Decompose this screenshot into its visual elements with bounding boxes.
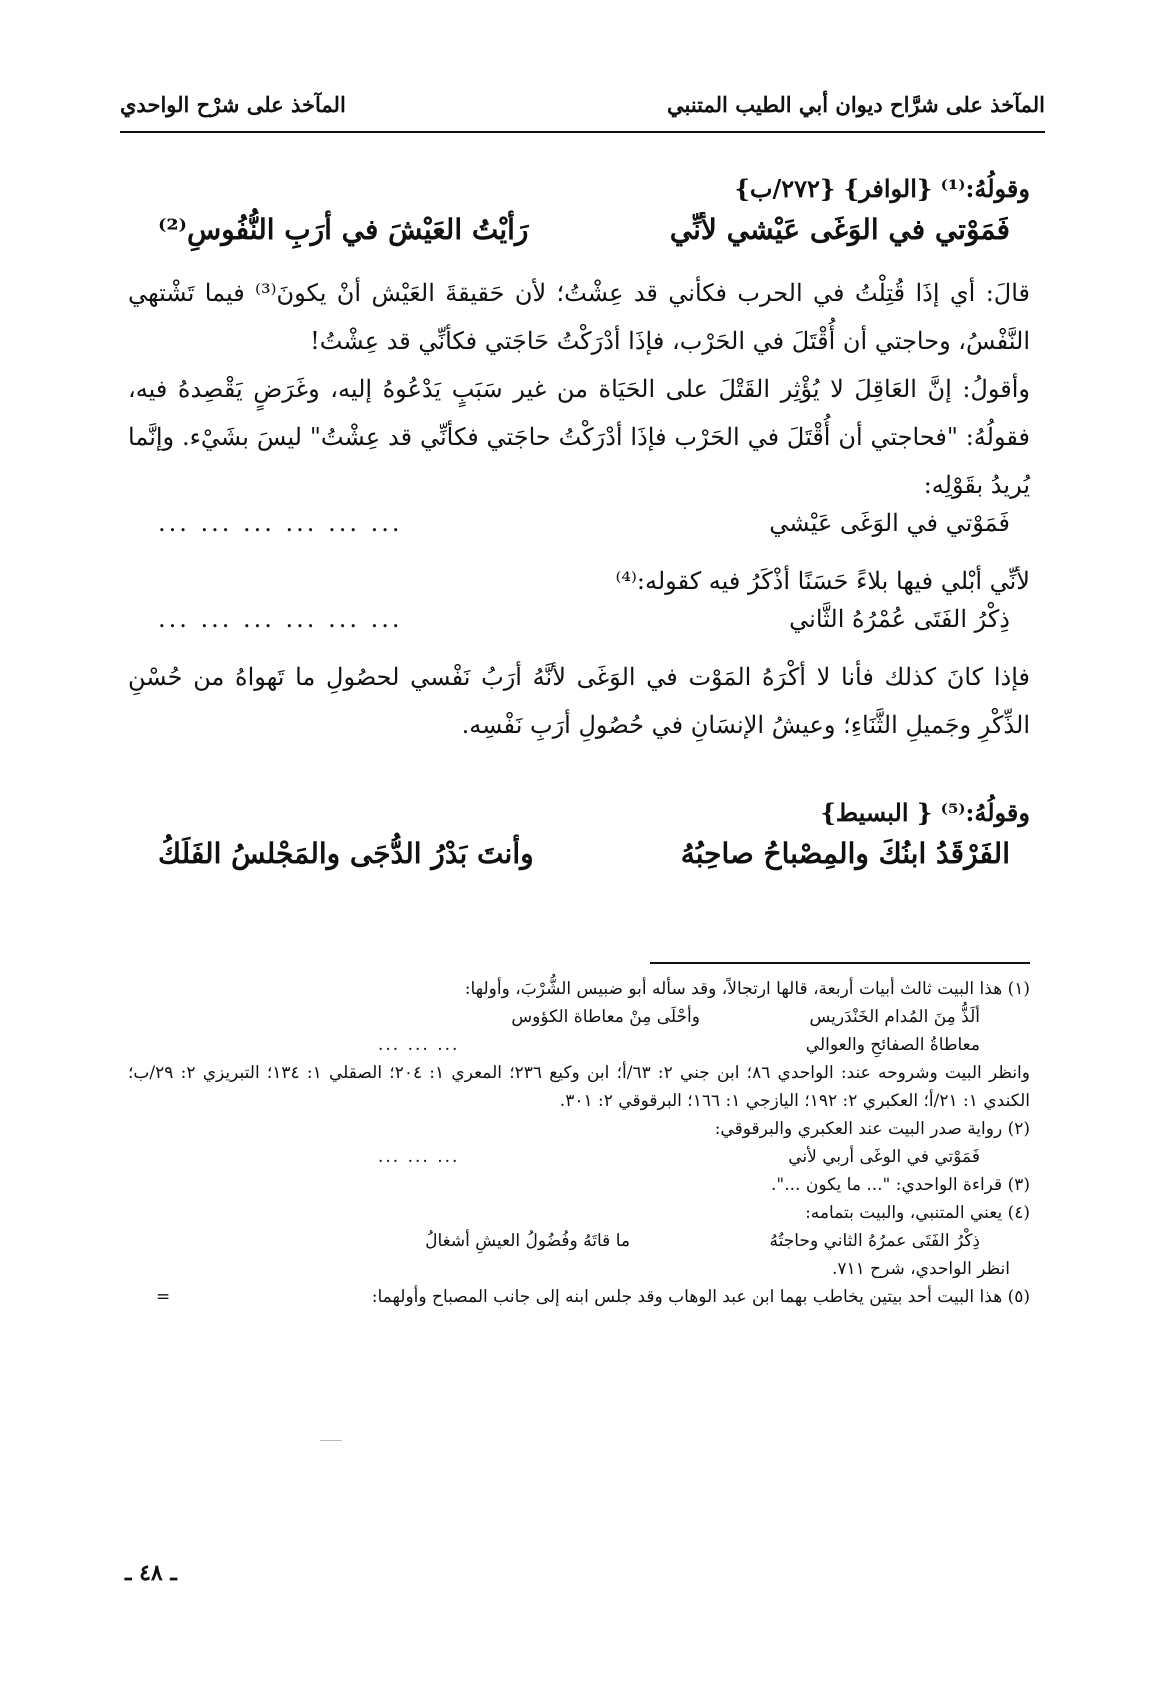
footnote-2: (٢) رواية صدر البيت عند العكبري والبرقوقي:	[714, 1119, 1030, 1139]
footnote-1-verse-1-second: وأحْلَى مِنْ معاطاة الكؤوس	[511, 1007, 700, 1027]
verse-intro-1: وقولُهُ:⁽¹⁾ {الوافر} {٢٧٢/ب}	[734, 174, 1030, 203]
continuation-mark: =	[156, 1287, 171, 1307]
footnote-4-verse-second: ما قاتَهُ وفُضُولُ العيشِ أشغالُ	[425, 1231, 630, 1251]
footnote-4-reference: انظر الواحدي، شرح ٧١١.	[831, 1259, 1010, 1279]
quoted-hemistich-2-text: ذِكْرُ الفَتَى عُمْرُهُ الثَّاني	[789, 605, 1010, 633]
footnote-4-verse	[128, 1227, 1030, 1255]
commentary-qala: قالَ: أي إذَا قُتِلْتُ في الحرب فكأني قد عِشْتُ؛ لأن حَقيقةَ العَيْش أنْ يكونَ⁽³⁾ فيما تَشْتهي النَّفْسُ، وحاجتي أن أُقْتَلَ في الحَرْب، فإذَا أدْرَكْتُ حَاجَتي فكأنِّي قد عِشْتُ!	[128, 279, 1031, 355]
quoted-hemistich-1-text: فَمَوْتي في الوَغَى عَيْشي	[769, 509, 1010, 537]
header-divider	[120, 131, 1045, 133]
quoted-hemistich-1-dots: ... ... ... ... ... ...	[158, 509, 403, 537]
quoted-hemistich-2	[128, 605, 1030, 653]
footnote-1-references: وانظر البيت وشروحه عند: الواحدي ٨٦؛ ابن جني ٢: ٦٣/أ؛ ابن وكيع ٢٣٦؛ المعري ١: ٢٠٤؛ الصقلي ١: ١٣٤؛ التبريزي ٢: ٢٩/ب؛ الكندي ١: ٢١/أ؛ العكبري ٢: ١٩٢؛ اليازجي ١: ١٦٦؛ البرقوقي ٢: ٣٠١.	[128, 1063, 1030, 1111]
footnote-1: (١) هذا البيت ثالث أبيات أربعة، قالها ارتجالاً، وقد سأله أبو ضبيس الشُّرْبَ، وأولها:	[464, 979, 1030, 999]
footnotes	[128, 975, 1030, 1311]
quoted-hemistich-2-dots: ... ... ... ... ... ...	[158, 605, 403, 633]
footnote-divider	[650, 962, 1030, 964]
footnote-1-verse-1-first: ألَذُّ مِنَ المُدام الخَنْدَريس	[809, 1007, 980, 1027]
poetry-verse-2	[128, 837, 1030, 893]
book-title: المآخذ على شرَّاح ديوان أبي الطيب المتنبي	[667, 92, 1045, 117]
verse-1-first-hemistich: فَمَوْتي في الوَغَى عَيْشي لأنِّي	[669, 213, 1010, 246]
section-title: المآخذ على شرْح الواحدي	[120, 92, 346, 117]
footnote-2-verse	[128, 1143, 1030, 1171]
stray-mark	[320, 1440, 342, 1441]
main-text	[128, 165, 1030, 893]
running-header	[120, 92, 1045, 128]
verse-intro-2: وقولُهُ:⁽⁵⁾ { البسيط}	[820, 798, 1030, 827]
conclusion-paragraph: فإذا كانَ كذلك فأنا لا أكْرَهُ المَوْت في الوَغَى لأنَّهُ أرَبُ نَفْسي لحصُولِ ما تَهواهُ من حُسْنِ الذِّكْرِ وجَميلِ الثَّنَاءِ؛ وعيشُ الإنسَانِ في حُصُولِ أرَبِ نَفْسِه.	[128, 663, 1030, 739]
quoted-hemistich-1	[128, 509, 1030, 557]
footnote-4-verse-first: ذِكْرُ الفَتَى عمرُهُ الثاني وحاجتُهُ	[769, 1231, 980, 1251]
footnote-5	[128, 1283, 1030, 1311]
footnote-3: (٣) قراءة الواحدي: "... ما يكون ...".	[771, 1175, 1030, 1195]
commentary-aqulu: وأقولُ: إنَّ العَاقِلَ لا يُؤْثِر القَتْلَ على الحَيَاة من غير سَبَبٍ يَدْعُوهُ إليه، وغَرَضٍ يَقْصِدهُ فيه، فقولُهُ: "فحاجتي أن أُقْتَلَ في الحَرْب فإذَا أدْرَكْتُ حاجَتي فكأنِّي قد عِشْتُ" ليسَ بشَيْء. وإنَّما يُريدُ بقَوْلِه:	[128, 375, 1030, 499]
explanation-line: لأنِّي أبْلي فيها بلاءً حَسَنًا أذْكَرُ فيه كقوله:⁽⁴⁾	[615, 567, 1030, 595]
footnote-1-verse-2-dots: ... ... ...	[378, 1035, 460, 1055]
verse-2-first-hemistich: الفَرْقَدُ ابنُكَ والمِصْباحُ صاحِبُهُ	[680, 837, 1010, 870]
verse-2-second-hemistich: وأنتَ بَدْرُ الدُّجَى والمَجْلسُ الفَلَكُ	[158, 837, 534, 870]
footnote-1-verse-2	[128, 1031, 1030, 1059]
section-spacer	[128, 749, 1030, 789]
footnote-1-verse-1	[128, 1003, 1030, 1031]
verse-1-second-hemistich: رَأيْتُ العَيْشَ في أرَبِ النُّفُوسِ⁽²⁾	[158, 213, 529, 246]
footnote-2-verse-dots: ... ... ...	[378, 1147, 460, 1167]
poetry-verse-1	[128, 213, 1030, 269]
footnote-4: (٤) يعني المتنبي، والبيت بتمامه:	[805, 1203, 1030, 1223]
footnote-2-verse-text: فَمَوْتي في الوغَى أربي لأني	[788, 1147, 980, 1167]
page-number: ـ ٤٨ ـ	[125, 1560, 177, 1586]
footnote-1-verse-2-first: معاطاةُ الصفائحِ والعوالي	[805, 1035, 980, 1055]
footnote-5-text: (٥) هذا البيت أحد بيتين يخاطب بهما ابن عبد الوهاب وقد جلس ابنه إلى جانب المصباح وأولهما:	[371, 1287, 1030, 1307]
